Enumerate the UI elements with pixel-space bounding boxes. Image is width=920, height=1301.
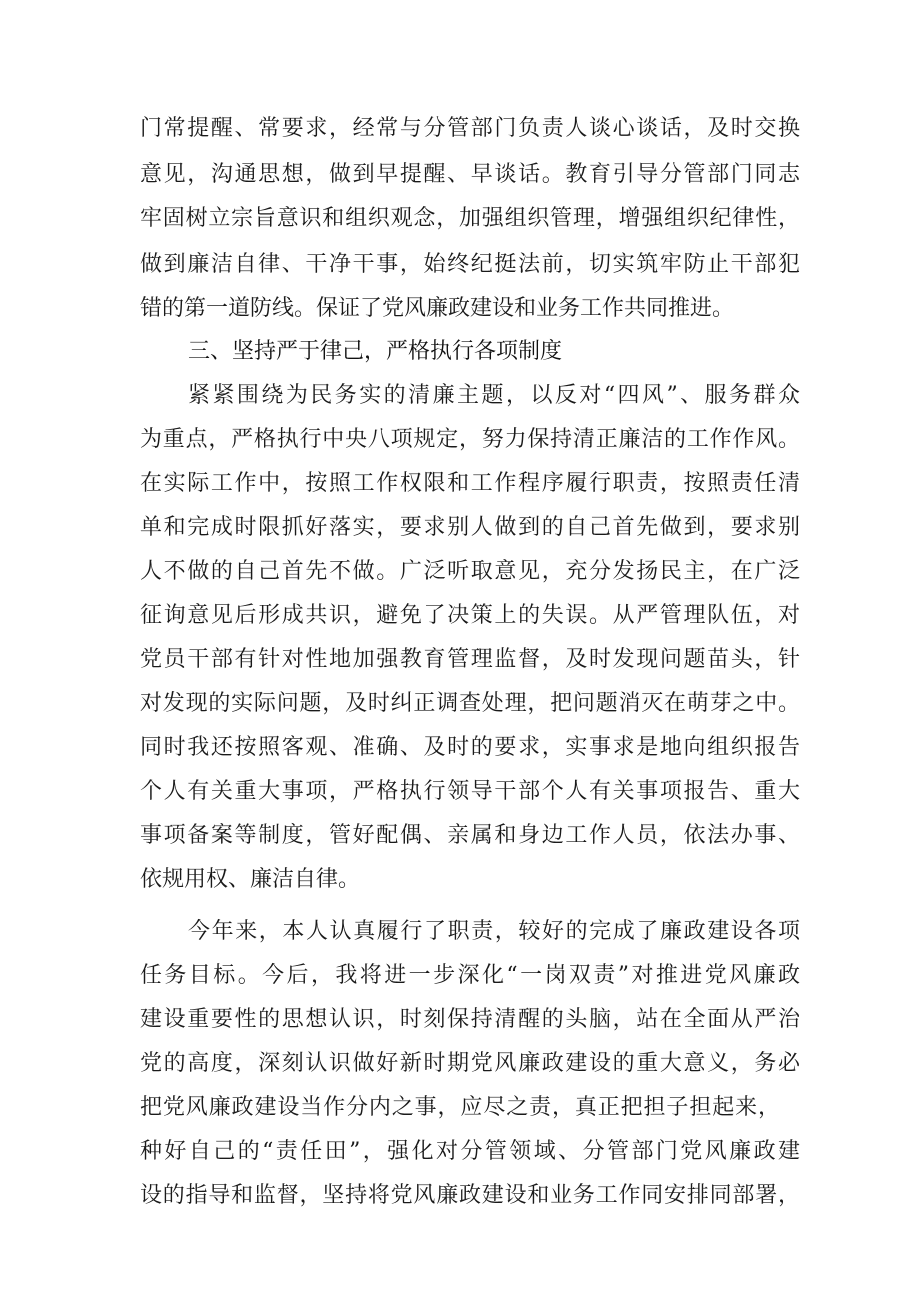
paragraph-2-line-12: 依规用权、廉洁自律。	[140, 867, 361, 892]
paragraph-3-line-2: 任务目标。今后，我将进一步深化“一岗双责”对推进党风廉政	[140, 963, 800, 988]
paragraph-2-line-10: 个人有关重大事项，严格执行领导干部个人有关事项报告、重大	[140, 779, 800, 804]
paragraph-2-line-7: 党员干部有针对性地加强教育管理监督，及时发现问题苗头，针	[140, 647, 800, 672]
paragraph-1-line-2: 意见，沟通思想，做到早提醒、早谈话。教育引导分管部门同志	[140, 162, 800, 187]
paragraph-2-line-5: 人不做的自己首先不做。广泛听取意见，充分发扬民主，在广泛	[140, 559, 800, 584]
paragraph-1-line-5: 错的第一道防线。保证了党风廉政建设和业务工作共同推进。	[140, 296, 735, 321]
paragraph-2-line-1: 紧紧围绕为民务实的清廉主题，以反对“四风”、服务群众	[188, 383, 800, 408]
paragraph-2-line-3: 在实际工作中，按照工作权限和工作程序履行职责，按照责任清	[140, 471, 800, 496]
paragraph-2-line-4: 单和完成时限抓好落实，要求别人做到的自己首先做到，要求别	[140, 515, 800, 540]
paragraph-3-line-4: 党的高度，深刻认识做好新时期党风廉政建设的重大意义，务必	[140, 1051, 800, 1076]
paragraph-2-line-11: 事项备案等制度，管好配偶、亲属和身边工作人员，依法办事、	[140, 823, 800, 848]
section-heading: 三、坚持严于律己，严格执行各项制度	[188, 339, 563, 364]
paragraph-1-line-4: 做到廉洁自律、干净干事，始终纪挺法前，切实筑牢防止干部犯	[140, 252, 800, 277]
paragraph-1-line-3: 牢固树立宗旨意识和组织观念，加强组织管理，增强组织纪律性，	[140, 206, 800, 231]
paragraph-2-line-8: 对发现的实际问题，及时纠正调查处理，把问题消灭在萌芽之中。	[140, 691, 800, 716]
paragraph-3-line-5: 把党风廉政建设当作分内之事，应尽之责，真正把担子担起来，	[140, 1095, 780, 1120]
paragraph-3-line-6: 种好自己的“责任田”，强化对分管领域、分管部门党风廉政建	[140, 1139, 800, 1164]
paragraph-3-line-3: 建设重要性的思想认识，时刻保持清醒的头脑，站在全面从严治	[140, 1007, 800, 1032]
paragraph-2-line-2: 为重点，严格执行中央八项规定，努力保持清正廉洁的工作作风。	[140, 427, 800, 452]
paragraph-2-line-9: 同时我还按照客观、准确、及时的要求，实事求是地向组织报告	[140, 735, 800, 760]
paragraph-1-line-1: 门常提醒、常要求，经常与分管部门负责人谈心谈话，及时交换	[140, 116, 800, 141]
paragraph-3-line-1: 今年来，本人认真履行了职责，较好的完成了廉政建设各项	[188, 919, 800, 944]
paragraph-2-line-6: 征询意见后形成共识，避免了决策上的失误。从严管理队伍，对	[140, 603, 800, 628]
paragraph-3-line-7: 设的指导和监督，坚持将党风廉政建设和业务工作同安排同部署，	[140, 1183, 800, 1208]
